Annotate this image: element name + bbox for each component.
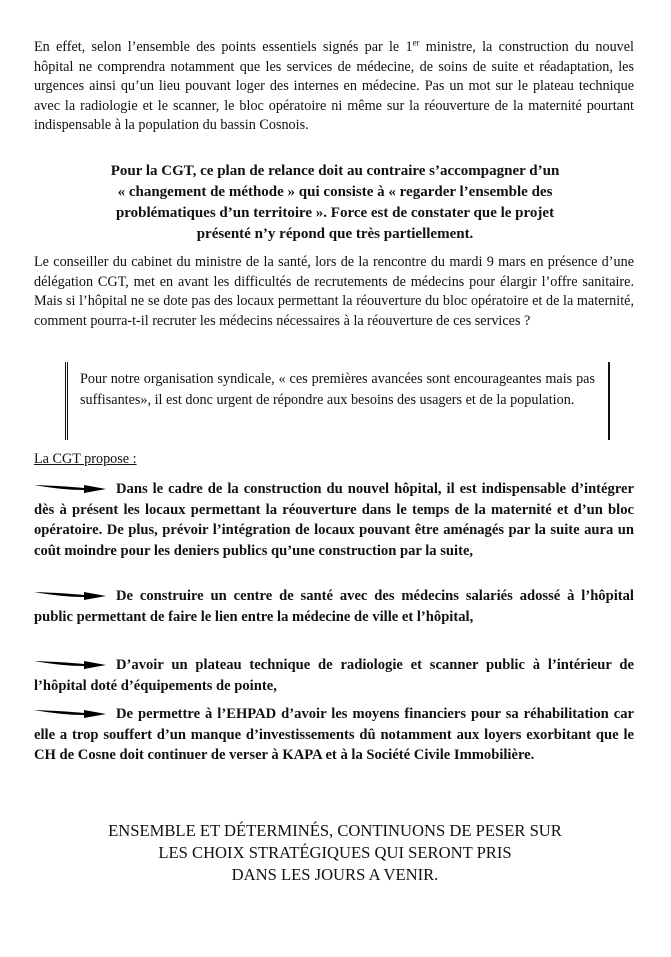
highlight-line: « changement de méthode » qui consiste à « regarder l’ensemble des [117, 184, 553, 200]
quote-box [65, 362, 610, 440]
proposal-text: Dans le cadre de la construction du nouvel hôpital, il est indispensable d’intégrer dès à présent les locaux permettant la réouverture dans le temps de la maternité et d’un bloc opératoire. De plus, prévoir l’intégration de locaux pouvant être aménagés par la suite aura un coût moindre pour les deniers publics qu’une construction par la suite, [34, 481, 634, 559]
meeting-paragraph: Le conseiller du cabinet du ministre de la santé, lors de la rencontre du mardi 9 mars en présence d’une délégation CGT, met en avant les difficultés de recrutements de médecins pour élargir l’offre sanitaire. Mais si l’hôpital ne se dote pas des locaux permettant la réouverture du bloc opératoire et de la maternité, comment pourra-t-il recruter les médecins nécessaires à la réouverture de ces services ? [34, 254, 634, 329]
arrow-icon [34, 658, 106, 670]
proposal-text: De permettre à l’EHPAD d’avoir les moyens financiers pour sa réhabilitation car elle a trop souffert d’un manque d’investissements dû notamment aux loyers exorbitant que le CH de Cosne doit continuer de verser à KAPA et à la Société Civile Immobilière. [34, 706, 634, 764]
proposals-heading: La CGT propose : [34, 451, 137, 467]
ordinal-superscript: er [412, 37, 420, 48]
highlight-line: présenté n’y répond que très partiellement. [196, 226, 474, 242]
quote-text: Pour notre organisation syndicale, « ces premières avancées sont encourageantes mais pas suffisantes», il est donc urgent de répondre aux besoins des usagers et de la population. [80, 371, 595, 408]
proposal-text: D’avoir un plateau technique de radiologie et scanner public à l’intérieur de l’hôpital doté d’équipements de pointe, [34, 657, 634, 694]
highlight-line: problématiques d’un territoire ». Force est de constater que le projet [115, 205, 555, 221]
closing-statement [30, 820, 640, 886]
intro-text-part2: ministre, la construction du nouvel hôpital ne comprendra notamment que les services de médecine, de soins de suite et réadaptation, les urgences ainsi qu’un lieu pouvant loger des internes en médecine. Pas un mot sur le plateau technique avec la radiologie et le scanner, le bloc opératoire ni même sur la réouverture de la maternité pourtant indispensable à la population du bassin Cosnois. [34, 39, 634, 134]
proposal-item [34, 586, 634, 627]
arrow-icon [34, 589, 106, 601]
proposal-text: De construire un centre de santé avec des médecins salariés adossé à l’hôpital public permettant de faire le lien entre la médecine de ville et l’hôpital, [34, 588, 634, 625]
highlight-line: Pour la CGT, ce plan de relance doit au contraire s’accompagner d’un [110, 163, 560, 179]
proposal-item [34, 655, 634, 696]
closing-line: ENSEMBLE ET DÉTERMINÉS, CONTINUONS DE PESER SUR [108, 821, 562, 840]
closing-line: DANS LES JOURS A VENIR. [231, 865, 439, 884]
proposal-item [34, 479, 634, 561]
proposal-item [34, 704, 634, 766]
arrow-icon [34, 482, 106, 494]
closing-line: LES CHOIX STRATÉGIQUES QUI SERONT PRIS [158, 843, 512, 862]
intro-text-part1: En effet, selon l’ensemble des points essentiels signés par le 1 [34, 39, 413, 55]
highlight-paragraph [50, 161, 620, 245]
intro-paragraph [34, 38, 634, 136]
arrow-icon [34, 707, 106, 719]
